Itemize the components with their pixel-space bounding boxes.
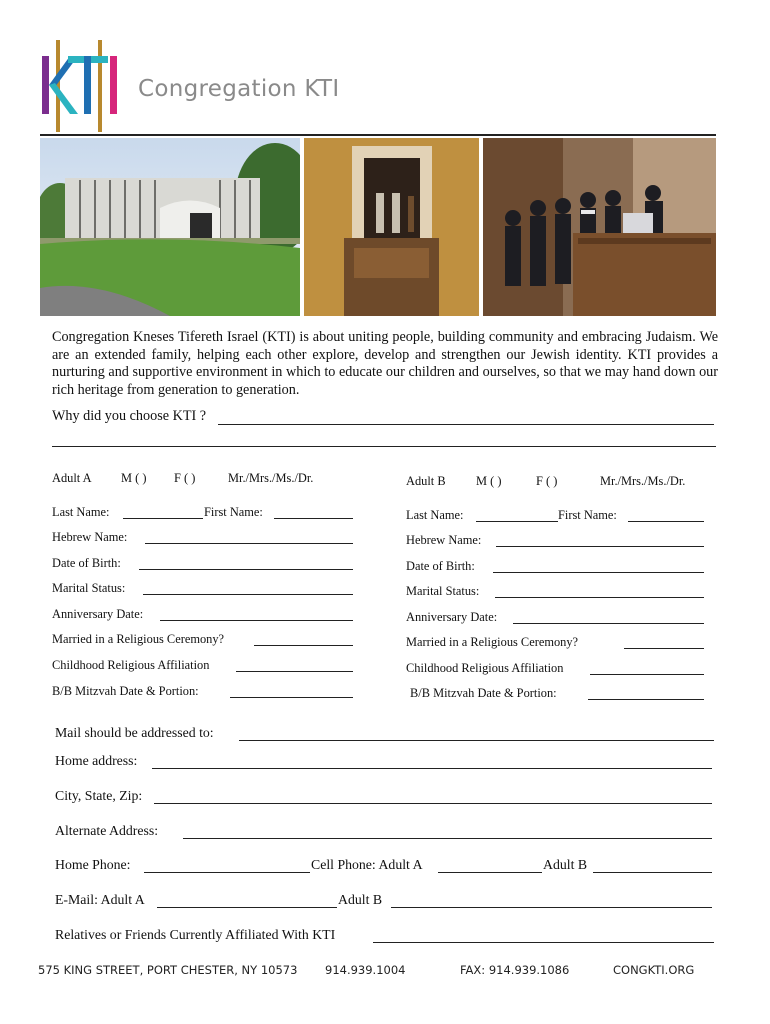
adult-a-marital-field[interactable]	[143, 594, 353, 595]
alternate-address-field[interactable]	[183, 838, 712, 839]
adult-b-anniversary-label: Anniversary Date:	[406, 610, 498, 624]
adult-b-honorific[interactable]: Mr./Mrs./Ms./Dr.	[600, 474, 686, 488]
adult-b-mitzvah-field[interactable]	[588, 699, 704, 700]
adult-b-first-name-field[interactable]	[628, 521, 704, 522]
adult-a-mitzvah-label: B/B Mitzvah Date & Portion:	[52, 684, 199, 698]
adult-a-title: Adult A	[52, 471, 92, 485]
mail-to-field[interactable]	[239, 740, 714, 741]
city-state-zip-label: City, State, Zip:	[55, 788, 143, 803]
adult-a-hebrew-name-field[interactable]	[145, 543, 353, 544]
cell-phone-a-label: Cell Phone: Adult A	[311, 857, 423, 872]
footer-address: 575 KING STREET, PORT CHESTER, NY 10573	[38, 963, 298, 977]
adult-a-childhood-field[interactable]	[236, 671, 353, 672]
adult-a-dob-label: Date of Birth:	[52, 556, 121, 570]
adult-b-childhood-label: Childhood Religious Affiliation	[406, 661, 564, 675]
ark-interior-photo	[304, 138, 479, 316]
adult-b-hebrew-name-field[interactable]	[496, 546, 704, 547]
adult-b-dob-label: Date of Birth:	[406, 559, 475, 573]
adult-b-marital-label: Marital Status:	[406, 584, 480, 598]
adult-a-married-religious-field[interactable]	[254, 645, 353, 646]
adult-b-anniversary-field[interactable]	[513, 623, 704, 624]
adult-b-title: Adult B	[406, 474, 446, 488]
photo-strip	[40, 134, 716, 318]
adult-b-mitzvah-label: B/B Mitzvah Date & Portion:	[410, 686, 557, 700]
adult-b-hebrew-name-label: Hebrew Name:	[406, 533, 482, 547]
footer-website[interactable]: CONGKTI.ORG	[613, 963, 695, 977]
email-a-label: E-Mail: Adult A	[55, 892, 145, 907]
adult-b-first-name-label: First Name:	[558, 508, 617, 522]
adult-a-childhood-label: Childhood Religious Affiliation	[52, 658, 210, 672]
email-b-label: Adult B	[338, 892, 383, 907]
adult-a-mitzvah-field[interactable]	[230, 697, 353, 698]
cell-phone-b-label: Adult B	[543, 857, 588, 872]
adult-a-honorific[interactable]: Mr./Mrs./Ms./Dr.	[228, 471, 314, 485]
adult-b-female-checkbox[interactable]: F ( )	[536, 474, 558, 488]
footer-phone: 914.939.1004	[325, 963, 406, 977]
adult-a-female-checkbox[interactable]: F ( )	[174, 471, 196, 485]
adult-b-last-name-label: Last Name:	[406, 508, 464, 522]
adult-a-marital-label: Marital Status:	[52, 581, 126, 595]
home-phone-label: Home Phone:	[55, 857, 131, 872]
relatives-label: Relatives or Friends Currently Affiliated With KTI	[55, 927, 336, 942]
adult-a-married-religious-label: Married in a Religious Ceremony?	[52, 632, 225, 646]
intro-paragraph: Congregation Kneses Tifereth Israel (KTI) is about uniting people, building community and embracing Judaism. We are an extended family, helping each other explore, develop and strengthen our Jewish identity. KTI provides a nurturing and supportive environment in which to educate our children and ourselves, so that we may hand down our rich heritage from generation to generation.	[52, 329, 718, 398]
home-phone-field[interactable]	[144, 872, 310, 873]
org-name: Congregation KTI	[138, 76, 340, 102]
alternate-address-label: Alternate Address:	[55, 823, 159, 838]
adult-a-dob-field[interactable]	[139, 569, 353, 570]
adult-a-male-checkbox[interactable]: M ( )	[121, 471, 147, 485]
synagogue-exterior-photo	[40, 138, 300, 316]
footer-fax: FAX: 914.939.1086	[460, 963, 570, 977]
relatives-field[interactable]	[373, 942, 714, 943]
home-address-label: Home address:	[55, 753, 138, 768]
why-choose-field-line-2[interactable]	[52, 446, 716, 447]
kti-logo	[40, 40, 120, 132]
mail-to-label: Mail should be addressed to:	[55, 725, 214, 740]
city-state-zip-field[interactable]	[154, 803, 712, 804]
why-choose-field[interactable]	[218, 424, 714, 425]
adult-a-anniversary-field[interactable]	[160, 620, 353, 621]
email-a-field[interactable]	[157, 907, 337, 908]
cell-phone-a-field[interactable]	[438, 872, 542, 873]
adult-a-first-name-field[interactable]	[274, 518, 353, 519]
adult-b-married-religious-field[interactable]	[624, 648, 704, 649]
adult-a-last-name-field[interactable]	[123, 518, 203, 519]
adult-b-male-checkbox[interactable]: M ( )	[476, 474, 502, 488]
adult-a-anniversary-label: Anniversary Date:	[52, 607, 144, 621]
email-b-field[interactable]	[391, 907, 712, 908]
adult-b-dob-field[interactable]	[493, 572, 704, 573]
why-choose-label: Why did you choose KTI ?	[52, 408, 207, 424]
adult-a-last-name-label: Last Name:	[52, 505, 110, 519]
adult-a-hebrew-name-label: Hebrew Name:	[52, 530, 128, 544]
adult-b-last-name-field[interactable]	[476, 521, 558, 522]
adult-b-married-religious-label: Married in a Religious Ceremony?	[406, 635, 579, 649]
adult-b-marital-field[interactable]	[495, 597, 704, 598]
adult-a-first-name-label: First Name:	[204, 505, 263, 519]
cell-phone-b-field[interactable]	[593, 872, 712, 873]
congregation-gathering-photo	[483, 138, 716, 316]
adult-b-childhood-field[interactable]	[590, 674, 704, 675]
home-address-field[interactable]	[152, 768, 712, 769]
